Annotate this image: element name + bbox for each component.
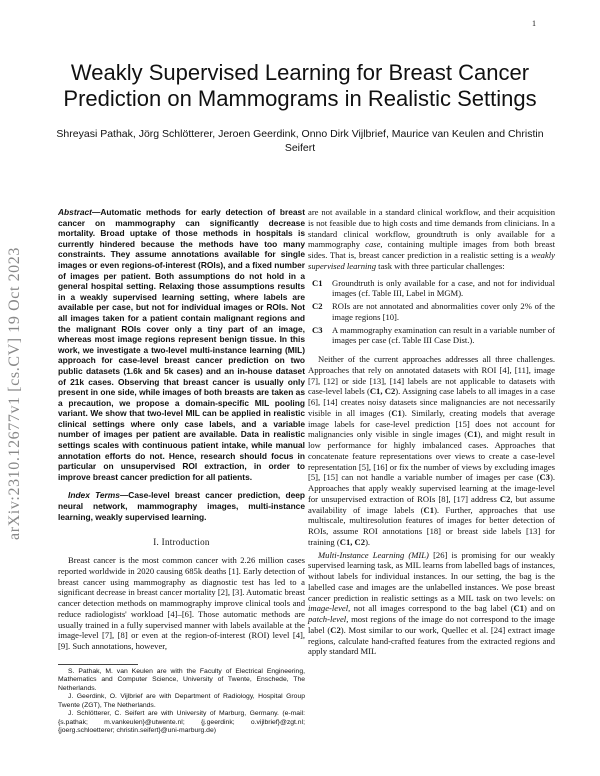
challenge-ref: C1 xyxy=(423,504,435,515)
section-heading-introduction: I. Introduction xyxy=(153,537,210,548)
text-run: Neither of the current approaches addresses all three challenges. Approaches that rely on annotated datasets with ROI [4], [11], image [7], [12] or side [13], [14] labels are not applicable to datasets with case-level labels ( xyxy=(308,354,555,397)
index-terms-label: Index Terms xyxy=(68,490,120,501)
footnote-affiliation-1: S. Pathak, M. van Keulen are with the Faculty of Electrical Engineering, Mathematics and Computer Science, University of Twente, Enschede, The Netherlands. xyxy=(58,667,305,692)
text-run: , but assume availability of image labels ( xyxy=(308,493,555,515)
challenge-ref: C1, C2 xyxy=(339,536,366,547)
text-run: ). Assigning case labels to all images in a case [6], [14] creates noisy datasets since malignancies are not necessarily visible in all images ( xyxy=(308,386,556,418)
challenge-item xyxy=(308,301,555,323)
arxiv-stamp: arXiv:2310.12677v1 [cs.CV] 19 Oct 2023 xyxy=(6,247,23,540)
text-run: , most regions of the image do not correspond to the image label ( xyxy=(308,614,555,635)
text-run: ), and might result in low performance for highly imbalanced cases. Approaches that concatenate feature representations over views to create a case-level representation [5], [16] or fix the number of views by excluding images [5], [15] can not handle a variable number of images per case ( xyxy=(308,429,556,483)
related-work-paragraph xyxy=(308,354,555,548)
right-column xyxy=(308,207,555,657)
challenge-text: Groundtruth is only available for a case, and not for individual images (cf. Table III, Label in MGM). xyxy=(332,277,555,299)
abstract-text: —Automatic methods for early detection of breast cancer on mammography can significantly decrease mortality. Broad uptake of those methods in hospitals is currently hindered because the methods have too many constraints. They assume annotations available for single images or even regions-of-interest (ROIs), and a fixed number of images per patient. Both assumptions do not hold in a general hospital setting. Relaxing those assumptions results in a weakly supervised learning setting, where labels are available per case, but not for individual images or ROIs. Not all images taken for a patient contain malignant regions and the malignant ROIs cover only a tiny part of an image, whereas most image regions represent benign tissue. In this work, we investigate a two-level multi-instance learning (MIL) approach for case-level breast cancer prediction on two public datasets (1.6k and 5k cases) and an in-house dataset of 21k cases. Observing that breast cancer is usually only present in one side, while images of both breasts are taken as a precaution, we propose a domain-specific MIL pooling variant. We show that two-level MIL can be applied in realistic clinical settings where only case labels, and a variable number of images per patient are available. Data in realistic settings scales with continuous patient intake, while manual annotation efforts do not. Hence, research should focus in particular on unsupervised ROI extraction, in order to improve breast cancer prediction for all patients. xyxy=(58,207,305,482)
text-run: are not available in a standard clinical workflow, and their acquisition is not feasible due to high costs and time demands from clinicians. In a standard clinical workflow, groundtruth is only available for a mammography xyxy=(308,207,555,250)
emphasis-mil: Multi-Instance Learning (MIL) xyxy=(318,549,429,560)
text-run: ). Similarly, creating models that average image labels for case-level prediction [15] does not account for malignancies only visible in single images ( xyxy=(308,407,555,440)
challenge-ref: C1 xyxy=(513,603,525,614)
challenge-ref: C1, C2 xyxy=(369,386,396,397)
text-run: ) and on xyxy=(524,603,555,614)
challenge-ref: C1 xyxy=(467,429,478,440)
challenges-intro-paragraph xyxy=(308,207,555,272)
paper-title xyxy=(40,60,560,112)
page-number: 1 xyxy=(532,19,536,28)
index-terms xyxy=(58,490,305,522)
challenge-text: A mammography examination can result in a variable number of images per case (cf. Table III Case Dist.). xyxy=(332,324,555,346)
text-run: , not all images correspond to the bag label ( xyxy=(348,603,514,614)
challenge-ref: C3 xyxy=(539,472,550,483)
intro-paragraph: Breast cancer is the most common cancer with 2.26 million cases reported worldwide in 2020 causing 685k deaths [1]. Early detection of breast cancer using mammography as diagnostic test has led to a significant decrease in breast cancer mortality [2], [3]. Automatic breast cancer detection methods on mammography improve clinical tools and reduce radiologists' workload [4]–[6]. Those automatic methods are usually trained in a fully supervised manner with labels available at the image-level [7], [8] or even at the region-of-interest (ROI) level [4], [9]. Such annotations, however, xyxy=(58,555,305,652)
author-list: Shreyasi Pathak, Jörg Schlötterer, Jeroen Geerdink, Onno Dirk Vijlbrief, Maurice van Keulen and Christin Seifert xyxy=(56,128,544,154)
text-run: task with three particular challenges: xyxy=(376,260,505,271)
emphasis-weakly-supervised: weakly supervised learning xyxy=(308,250,555,271)
challenge-item xyxy=(308,325,555,347)
challenge-tag: C1 xyxy=(312,277,323,288)
abstract-label: Abstract xyxy=(58,207,92,217)
text-run: ). Approaches that apply weakly supervised learning at the image-level for unsupervised extraction of ROIs [8], [17] address xyxy=(308,472,555,504)
left-column xyxy=(58,207,305,736)
challenge-text: ROIs are not annotated and abnormalities cover only 2% of the image regions [10]. xyxy=(332,301,555,322)
footnote-affiliation-3: J. Schlötterer, C. Seifert are with University of Marburg, Germany. (e-mail: {s.pathak; m.vankeulen}@utwente.nl; {j.geerdink; o.vijlbrief}@zgt.nl; {joerg.schloetterer; christin.seifert}@uni-marburg.de) xyxy=(58,710,305,735)
emphasis-image-level: image-level xyxy=(308,603,349,614)
challenge-ref: C2 xyxy=(330,624,341,635)
text-run: [26] is promising for our weakly supervised learning task, as MIL learns from labelled bags of instances, without labels for individual instances. In our setting, the bag is the labelled case and images are the unlabelled instances. We pose breast cancer prediction in realistic settings as a MIL task on two levels: on xyxy=(308,549,555,603)
title-line-2: Prediction on Mammograms in Realistic Settings xyxy=(63,86,537,111)
challenge-ref: C1 xyxy=(391,407,402,418)
title-line-1: Weakly Supervised Learning for Breast Cancer xyxy=(70,60,530,85)
abstract xyxy=(58,207,305,482)
challenge-list xyxy=(308,278,555,347)
challenge-tag: C3 xyxy=(312,324,323,335)
footnote-affiliation-2: J. Geerdink, O. Vijlbrief are with Department of Radiology, Hospital Group Twente (ZGT), The Netherlands. xyxy=(58,693,305,709)
challenge-tag: C2 xyxy=(312,301,323,311)
mil-paragraph xyxy=(308,550,555,658)
index-terms-text: —Case-level breast cancer prediction, deep neural network, mammography images, multi-instance learning, weakly supervised learning. xyxy=(58,490,305,522)
emphasis-case: case xyxy=(365,239,381,250)
footnote-divider xyxy=(58,664,138,665)
text-run: ). Further, approaches that use multiscale, multiresolution features of images for better detection of ROIs, assume ROI annotations [18] or breast side labels [13] for training ( xyxy=(308,504,555,547)
emphasis-patch-level: patch-level xyxy=(308,614,347,624)
challenge-ref: C2 xyxy=(499,493,511,504)
text-run: ). xyxy=(365,536,371,547)
text-run: , containing multiple images from both breast sides. That is, breast cancer prediction in a realistic setting is a xyxy=(308,239,555,260)
text-run: ). Most similar to our work, Quellec et al. [24] extract image regions, calculate hand-crafted features from the extracted regions and apply standard MIL xyxy=(308,624,555,657)
challenge-item xyxy=(308,278,555,300)
